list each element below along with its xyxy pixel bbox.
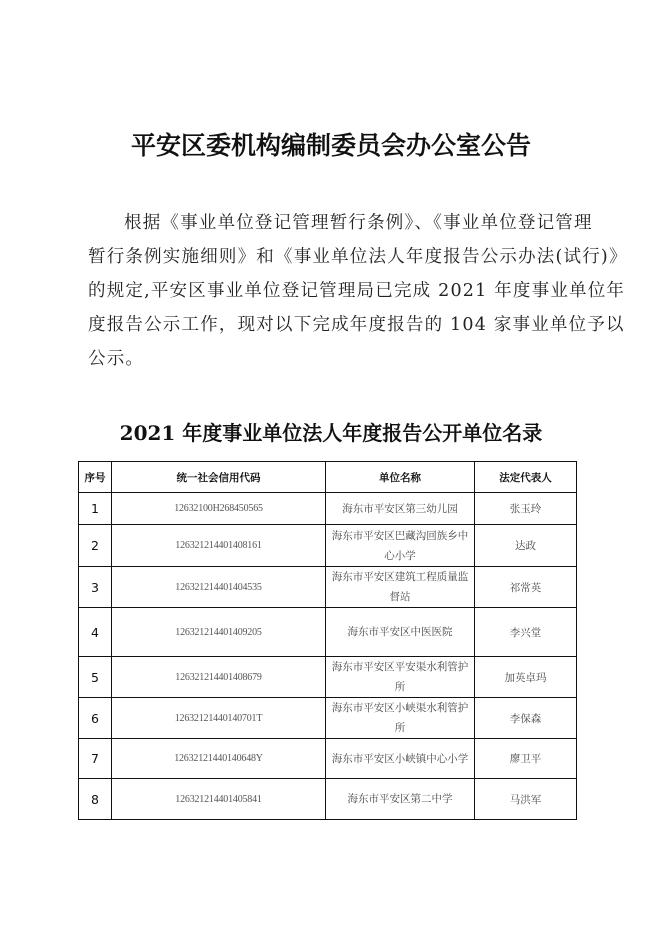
table-row [79,493,577,525]
row-unit-name: 海东市平安区小峡镇中心小学 [326,739,475,779]
row-index: 5 [79,657,112,698]
paragraph-line: 暂行条例实施细则》和《事业单位法人年度报告公示办法(试行)》 [88,247,628,267]
row-credit-code: 126321214401405841 [112,779,326,820]
announcement-paragraph [88,206,628,376]
row-legal-rep: 加英卓玛 [475,657,577,698]
unit-roster-table [78,461,577,820]
document-title: 平安区委机构编制委员会办公室公告 [130,131,531,160]
row-unit-name: 海东市平安区平安渠水利管护所 [326,657,475,698]
row-credit-code: 12632121440140701T [112,698,326,739]
table-title: 2021 年度事业单位法人年度报告公开单位名录 [119,421,543,445]
row-index: 1 [79,493,112,525]
row-credit-code: 126321214401404535 [112,567,326,608]
row-legal-rep: 李兴堂 [475,608,577,657]
row-unit-name: 海东市平安区小峡渠水利管护所 [326,698,475,739]
row-legal-rep: 廖卫平 [475,739,577,779]
row-unit-name: 海东市平安区第三幼儿园 [326,493,475,525]
row-legal-rep: 马洪军 [475,779,577,820]
table-row [79,567,577,608]
row-credit-code: 12632121440140648Y [112,739,326,779]
row-index: 8 [79,779,112,820]
row-legal-rep: 达政 [475,525,577,567]
row-credit-code: 12632100H268450565 [112,493,326,525]
row-index: 4 [79,608,112,657]
table-header-row [79,462,577,493]
header-legal-rep: 法定代表人 [475,462,577,493]
row-credit-code: 126321214401408679 [112,657,326,698]
row-index: 2 [79,525,112,567]
row-index: 6 [79,698,112,739]
table-row [79,525,577,567]
row-unit-name: 海东市平安区第二中学 [326,779,475,820]
row-unit-name: 海东市平安区中医医院 [326,608,475,657]
paragraph-line: 度报告公示工作，现对以下完成年度报告的 104 家事业单位予以 [88,315,625,335]
row-legal-rep: 祁常英 [475,567,577,608]
row-credit-code: 126321214401408161 [112,525,326,567]
paragraph-line: 公示。 [88,349,145,369]
row-legal-rep: 李保森 [475,698,577,739]
table-row [79,657,577,698]
table-row [79,698,577,739]
header-credit-code: 统一社会信用代码 [112,462,326,493]
header-index: 序号 [79,462,112,493]
table-row [79,779,577,820]
row-index: 7 [79,739,112,779]
row-legal-rep: 张玉玲 [475,493,577,525]
row-credit-code: 126321214401409205 [112,608,326,657]
row-index: 3 [79,567,112,608]
row-unit-name: 海东市平安区巴藏沟回族乡中心小学 [326,525,475,567]
paragraph-line: 根据《事业单位登记管理暂行条例》、《事业单位登记管理 [124,213,593,233]
table-row [79,739,577,779]
row-unit-name: 海东市平安区建筑工程质量监督站 [326,567,475,608]
header-unit-name: 单位名称 [326,462,475,493]
paragraph-line: 的规定,平安区事业单位登记管理局已完成 2021 年度事业单位年 [88,281,626,301]
table-row [79,608,577,657]
